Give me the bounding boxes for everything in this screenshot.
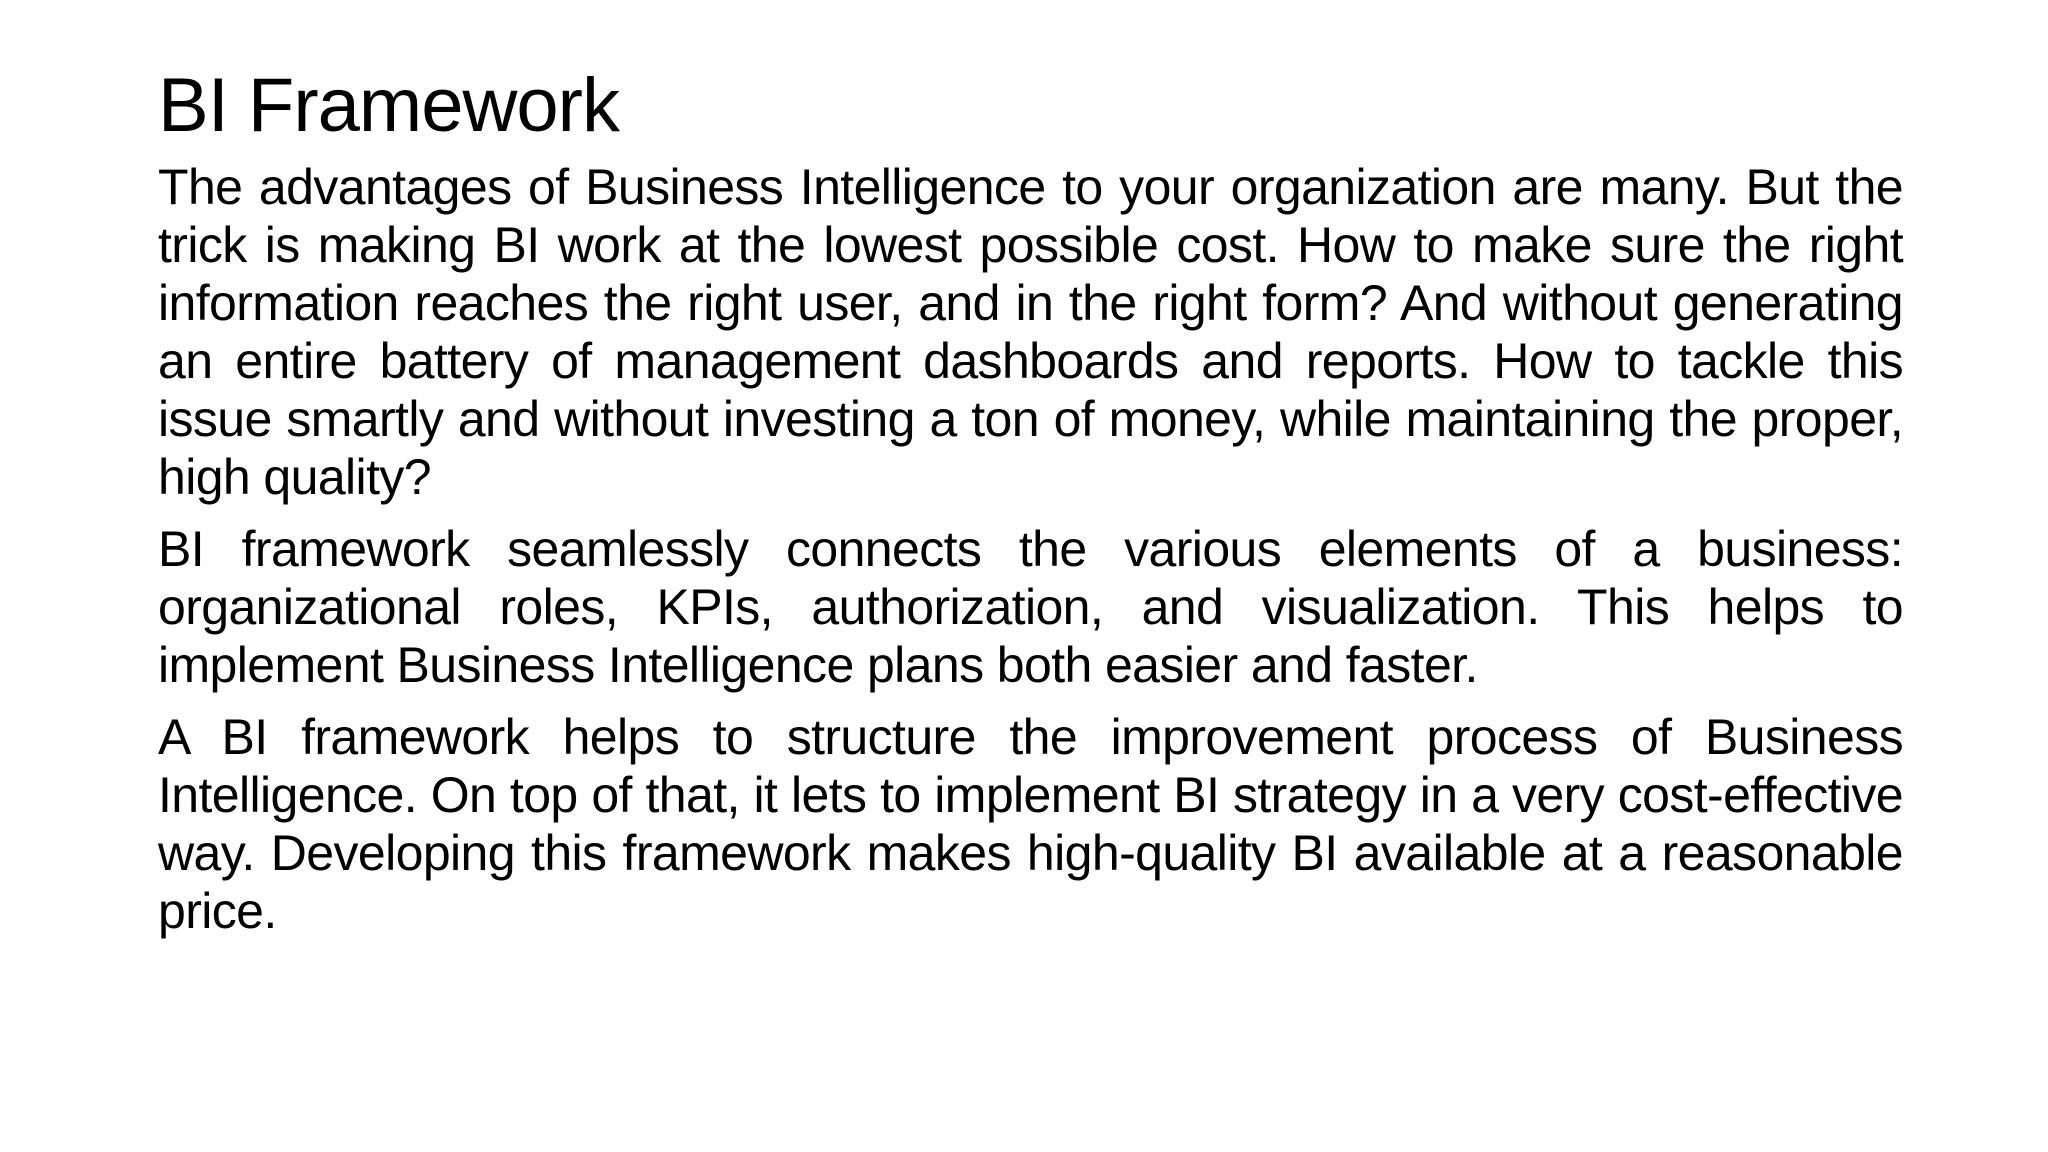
paragraph-advantages: The advantages of Business Intelligence to your organization are many. But the trick is making BI work at the lowest possible cost. How to make sure the right information reaches the right user, and in the right form? And without generating an entire battery of management dashboards and reports. How to tackle this issue smartly and without investing a ton of money, while maintaining the proper, high quality? [158,159,1903,505]
paragraph-connects: BI framework seamlessly connects the various elements of a business: organizational roles, KPIs, authorization, and visualization. This helps to implement Business Intelligence plans both easier and faster. [158,521,1903,693]
slide-title: BI Framework [158,63,619,148]
slide-body [158,158,1903,954]
paragraph-structure: A BI framework helps to structure the improvement process of Business Intelligence. On top of that, it lets to implement BI strategy in a very cost-effective way. Developing this framework makes high-quality BI available at a reasonable price. [158,709,1903,939]
